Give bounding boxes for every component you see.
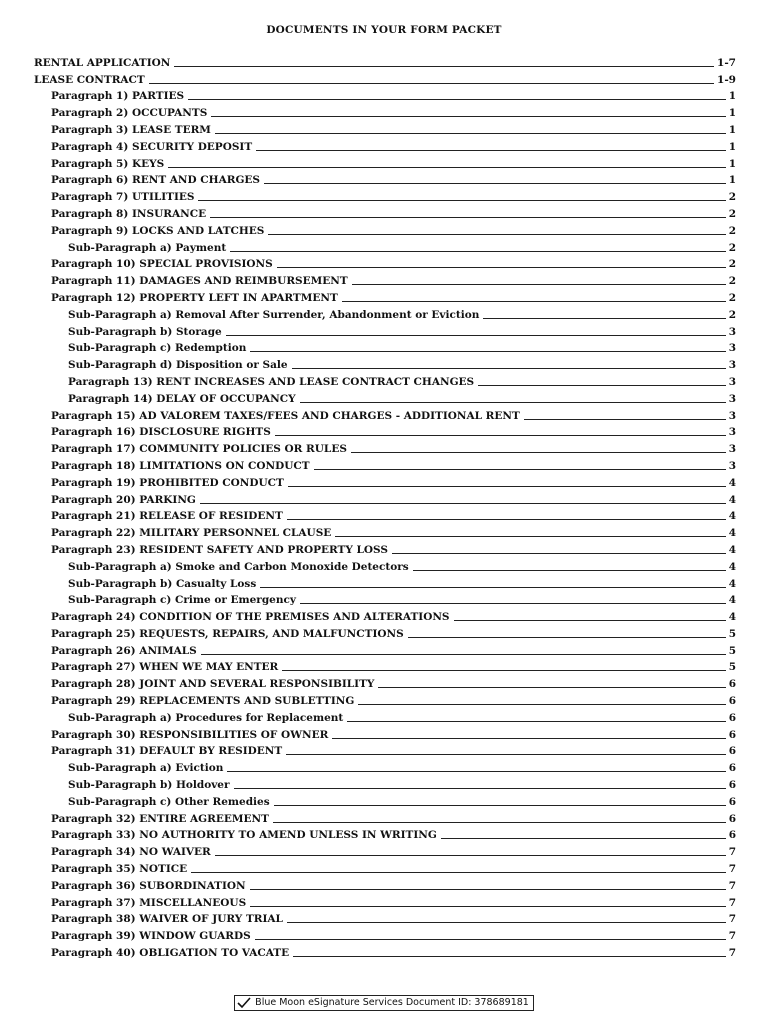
toc-leader-line	[200, 503, 726, 504]
toc-entry	[34, 221, 736, 238]
toc-entry	[34, 557, 736, 574]
toc-entry-label: Paragraph 11) DAMAGES AND REIMBURSEMENT	[51, 275, 348, 288]
toc-entry-label: Sub-Paragraph b) Casualty Loss	[68, 577, 257, 590]
toc-entry	[34, 187, 736, 204]
toc-entry-page: 2	[728, 308, 736, 321]
toc-entry-page: 4	[728, 476, 736, 489]
toc-entry-page: 2	[728, 191, 736, 204]
toc-entry-label: Paragraph 14) DELAY OF OCCUPANCY	[68, 392, 296, 405]
toc-entry-label: Sub-Paragraph c) Other Remedies	[68, 795, 270, 808]
toc-entry	[34, 943, 736, 960]
toc-entry	[34, 742, 736, 759]
esignature-badge	[234, 995, 534, 1011]
toc-entry-page: 2	[728, 275, 736, 288]
toc-entry-page: 3	[728, 325, 736, 338]
toc-entry-page: 1	[728, 90, 736, 103]
toc-entry-label: Paragraph 6) RENT AND CHARGES	[51, 174, 260, 187]
toc-entry-page: 6	[728, 812, 736, 825]
toc-entry	[34, 691, 736, 708]
toc-leader-line	[351, 452, 726, 453]
toc-entry-label: Paragraph 25) REQUESTS, REPAIRS, AND MALFUNCTIONS	[51, 627, 404, 640]
toc-leader-line	[264, 183, 726, 184]
toc-entry-label: Sub-Paragraph c) Redemption	[68, 342, 247, 355]
toc-leader-line	[524, 419, 726, 420]
toc-entry	[34, 171, 736, 188]
toc-leader-line	[286, 754, 726, 755]
toc-leader-line	[188, 99, 726, 100]
table-of-contents	[34, 53, 736, 960]
toc-entry	[34, 507, 736, 524]
toc-entry-label: Paragraph 10) SPECIAL PROVISIONS	[51, 258, 273, 271]
checkmark-icon	[237, 997, 251, 1009]
toc-entry-page: 4	[728, 493, 736, 506]
toc-entry	[34, 876, 736, 893]
toc-entry-page: 6	[728, 728, 736, 741]
toc-entry-label: Paragraph 34) NO WAIVER	[51, 846, 211, 859]
toc-leader-line	[227, 771, 725, 772]
toc-entry	[34, 842, 736, 859]
toc-leader-line	[250, 351, 725, 352]
toc-leader-line	[255, 939, 726, 940]
toc-entry-page: 7	[728, 879, 736, 892]
toc-entry	[34, 809, 736, 826]
toc-entry-page: 7	[728, 913, 736, 926]
toc-leader-line	[342, 301, 726, 302]
toc-entry-page: 1	[728, 107, 736, 120]
toc-leader-line	[392, 553, 726, 554]
toc-entry	[34, 926, 736, 943]
toc-entry-page: 4	[728, 510, 736, 523]
toc-leader-line	[378, 687, 725, 688]
toc-leader-line	[174, 66, 714, 67]
toc-entry	[34, 910, 736, 927]
toc-entry-page: 3	[728, 392, 736, 405]
toc-leader-line	[441, 838, 726, 839]
toc-entry-label: Paragraph 18) LIMITATIONS ON CONDUCT	[51, 459, 310, 472]
toc-entry	[34, 137, 736, 154]
toc-entry	[34, 574, 736, 591]
toc-entry-label: Sub-Paragraph a) Payment	[68, 241, 227, 254]
toc-entry-page: 3	[728, 342, 736, 355]
toc-entry-label: Paragraph 8) INSURANCE	[51, 207, 207, 220]
toc-leader-line	[274, 805, 726, 806]
toc-leader-line	[478, 385, 726, 386]
toc-entry-label: Paragraph 20) PARKING	[51, 493, 196, 506]
toc-entry-page: 3	[728, 359, 736, 372]
toc-leader-line	[226, 335, 726, 336]
toc-entry-page: 2	[728, 207, 736, 220]
toc-entry-label: Paragraph 38) WAIVER OF JURY TRIAL	[51, 913, 283, 926]
toc-leader-line	[215, 133, 726, 134]
toc-entry-label: Sub-Paragraph a) Eviction	[68, 762, 224, 775]
toc-entry-page: 1	[728, 157, 736, 170]
toc-entry-label: Paragraph 40) OBLIGATION TO VACATE	[51, 947, 290, 960]
toc-entry	[34, 540, 736, 557]
toc-leader-line	[198, 200, 725, 201]
toc-entry	[34, 355, 736, 372]
toc-leader-line	[260, 587, 725, 588]
toc-entry-page: 3	[728, 459, 736, 472]
toc-leader-line	[234, 788, 726, 789]
toc-entry-page: 5	[728, 661, 736, 674]
toc-leader-line	[292, 368, 726, 369]
toc-entry-page: 7	[728, 863, 736, 876]
toc-entry-page: 6	[728, 795, 736, 808]
toc-entry	[34, 674, 736, 691]
toc-leader-line	[358, 704, 725, 705]
toc-entry-page: 6	[728, 779, 736, 792]
toc-leader-line	[408, 637, 726, 638]
toc-entry	[34, 271, 736, 288]
toc-entry-label: Paragraph 21) RELEASE OF RESIDENT	[51, 510, 283, 523]
toc-leader-line	[332, 738, 725, 739]
toc-entry-label: RENTAL APPLICATION	[34, 56, 171, 69]
toc-entry-page: 1-7	[717, 56, 736, 69]
toc-entry-label: Paragraph 7) UTILITIES	[51, 191, 195, 204]
toc-entry	[34, 607, 736, 624]
toc-entry-page: 3	[728, 443, 736, 456]
toc-leader-line	[191, 872, 726, 873]
toc-entry-page: 2	[728, 224, 736, 237]
toc-entry	[34, 120, 736, 137]
toc-entry	[34, 490, 736, 507]
toc-entry-page: 1-9	[717, 73, 736, 86]
toc-leader-line	[201, 654, 726, 655]
toc-entry-page: 4	[728, 543, 736, 556]
toc-entry-label: Sub-Paragraph d) Disposition or Sale	[68, 359, 288, 372]
toc-leader-line	[483, 318, 725, 319]
toc-entry-label: LEASE CONTRACT	[34, 73, 145, 86]
toc-entry-label: Paragraph 26) ANIMALS	[51, 644, 197, 657]
toc-entry	[34, 53, 736, 70]
toc-entry-page: 7	[728, 846, 736, 859]
toc-entry-page: 5	[728, 627, 736, 640]
toc-leader-line	[168, 167, 725, 168]
toc-entry-label: Paragraph 13) RENT INCREASES AND LEASE CONTRACT CHANGES	[68, 375, 475, 388]
toc-entry-page: 2	[728, 241, 736, 254]
toc-leader-line	[277, 267, 726, 268]
toc-entry-page: 6	[728, 678, 736, 691]
toc-entry-page: 2	[728, 291, 736, 304]
toc-entry-label: Sub-Paragraph a) Smoke and Carbon Monoxide Detectors	[68, 560, 409, 573]
toc-leader-line	[149, 83, 714, 84]
toc-leader-line	[287, 519, 726, 520]
toc-entry-page: 1	[728, 174, 736, 187]
toc-leader-line	[454, 620, 726, 621]
toc-entry-label: Paragraph 27) WHEN WE MAY ENTER	[51, 661, 279, 674]
toc-entry-label: Paragraph 12) PROPERTY LEFT IN APARTMENT	[51, 291, 338, 304]
toc-entry	[34, 624, 736, 641]
toc-leader-line	[211, 116, 725, 117]
toc-entry-label: Sub-Paragraph a) Procedures for Replacement	[68, 711, 344, 724]
toc-entry	[34, 255, 736, 272]
toc-entry-label: Paragraph 24) CONDITION OF THE PREMISES AND ALTERATIONS	[51, 611, 450, 624]
toc-entry	[34, 339, 736, 356]
toc-leader-line	[273, 822, 726, 823]
toc-entry-page: 7	[728, 930, 736, 943]
toc-entry-page: 1	[728, 123, 736, 136]
toc-entry	[34, 523, 736, 540]
toc-entry-page: 3	[728, 426, 736, 439]
toc-entry	[34, 87, 736, 104]
toc-entry-page: 2	[728, 258, 736, 271]
toc-entry-label: Paragraph 15) AD VALOREM TAXES/FEES AND CHARGES - ADDITIONAL RENT	[51, 409, 520, 422]
toc-entry-page: 4	[728, 611, 736, 624]
toc-entry	[34, 322, 736, 339]
toc-leader-line	[300, 603, 726, 604]
toc-leader-line	[314, 469, 726, 470]
toc-entry-label: Paragraph 29) REPLACEMENTS AND SUBLETTING	[51, 695, 355, 708]
toc-entry-label: Paragraph 28) JOINT AND SEVERAL RESPONSIBILITY	[51, 678, 375, 691]
toc-entry	[34, 859, 736, 876]
toc-entry	[34, 372, 736, 389]
toc-entry-label: Sub-Paragraph a) Removal After Surrender, Abandonment or Eviction	[68, 308, 480, 321]
toc-entry-label: Paragraph 4) SECURITY DEPOSIT	[51, 140, 253, 153]
toc-entry	[34, 288, 736, 305]
toc-entry	[34, 305, 736, 322]
toc-entry-label: Paragraph 35) NOTICE	[51, 863, 188, 876]
toc-leader-line	[413, 570, 726, 571]
toc-leader-line	[335, 536, 725, 537]
toc-entry	[34, 204, 736, 221]
toc-entry	[34, 473, 736, 490]
toc-entry-page: 3	[728, 409, 736, 422]
toc-entry	[34, 725, 736, 742]
toc-entry	[34, 406, 736, 423]
toc-entry	[34, 826, 736, 843]
page-title: DOCUMENTS IN YOUR FORM PACKET	[266, 24, 502, 36]
toc-entry-label: Sub-Paragraph b) Holdover	[68, 779, 230, 792]
toc-entry-page: 6	[728, 762, 736, 775]
toc-entry	[34, 758, 736, 775]
toc-leader-line	[250, 906, 726, 907]
toc-entry-page: 5	[728, 644, 736, 657]
toc-entry-label: Paragraph 22) MILITARY PERSONNEL CLAUSE	[51, 527, 332, 540]
toc-entry-label: Paragraph 2) OCCUPANTS	[51, 107, 208, 120]
toc-leader-line	[256, 150, 726, 151]
toc-entry	[34, 641, 736, 658]
toc-entry-page: 4	[728, 577, 736, 590]
toc-leader-line	[215, 855, 726, 856]
toc-entry	[34, 389, 736, 406]
toc-entry	[34, 708, 736, 725]
toc-entry	[34, 70, 736, 87]
toc-entry-label: Sub-Paragraph c) Crime or Emergency	[68, 594, 296, 607]
toc-entry-page: 6	[728, 711, 736, 724]
toc-entry-label: Paragraph 36) SUBORDINATION	[51, 879, 246, 892]
toc-entry-label: Paragraph 39) WINDOW GUARDS	[51, 930, 251, 943]
toc-entry-label: Paragraph 16) DISCLOSURE RIGHTS	[51, 426, 271, 439]
toc-entry-label: Paragraph 33) NO AUTHORITY TO AMEND UNLESS IN WRITING	[51, 829, 437, 842]
toc-leader-line	[230, 251, 725, 252]
toc-entry-label: Paragraph 1) PARTIES	[51, 90, 185, 103]
toc-entry	[34, 893, 736, 910]
toc-entry-page: 6	[728, 745, 736, 758]
toc-leader-line	[352, 284, 726, 285]
toc-leader-line	[347, 721, 725, 722]
toc-entry-label: Paragraph 23) RESIDENT SAFETY AND PROPERTY LOSS	[51, 543, 388, 556]
toc-entry-label: Paragraph 5) KEYS	[51, 157, 165, 170]
toc-leader-line	[300, 402, 726, 403]
footer	[0, 994, 768, 1013]
toc-entry-label: Paragraph 9) LOCKS AND LATCHES	[51, 224, 265, 237]
toc-entry	[34, 456, 736, 473]
toc-entry	[34, 658, 736, 675]
toc-entry-label: Paragraph 30) RESPONSIBILITIES OF OWNER	[51, 728, 329, 741]
toc-leader-line	[268, 234, 725, 235]
toc-entry	[34, 423, 736, 440]
toc-leader-line	[287, 922, 726, 923]
toc-entry-label: Paragraph 3) LEASE TERM	[51, 123, 211, 136]
toc-entry-page: 4	[728, 527, 736, 540]
toc-entry-label: Paragraph 32) ENTIRE AGREEMENT	[51, 812, 269, 825]
toc-entry	[34, 591, 736, 608]
toc-entry-page: 7	[728, 896, 736, 909]
toc-leader-line	[275, 435, 726, 436]
toc-entry	[34, 792, 736, 809]
toc-entry-label: Paragraph 31) DEFAULT BY RESIDENT	[51, 745, 283, 758]
toc-entry-label: Paragraph 17) COMMUNITY POLICIES OR RULES	[51, 443, 347, 456]
toc-entry-page: 7	[728, 947, 736, 960]
toc-entry	[34, 775, 736, 792]
toc-leader-line	[250, 889, 726, 890]
toc-entry-page: 3	[728, 375, 736, 388]
toc-entry	[34, 154, 736, 171]
toc-entry-page: 4	[728, 594, 736, 607]
toc-entry	[34, 103, 736, 120]
toc-entry-label: Sub-Paragraph b) Storage	[68, 325, 222, 338]
toc-leader-line	[282, 670, 725, 671]
toc-leader-line	[293, 956, 726, 957]
toc-entry-page: 6	[728, 695, 736, 708]
toc-entry-page: 1	[728, 140, 736, 153]
toc-entry-label: Paragraph 37) MISCELLANEOUS	[51, 896, 247, 909]
toc-entry	[34, 439, 736, 456]
toc-entry	[34, 238, 736, 255]
toc-entry-page: 4	[728, 560, 736, 573]
document-id-text: Blue Moon eSignature Services Document ID: 378689181	[255, 997, 529, 1008]
toc-entry-label: Paragraph 19) PROHIBITED CONDUCT	[51, 476, 284, 489]
toc-entry-page: 6	[728, 829, 736, 842]
toc-leader-line	[210, 217, 726, 218]
toc-leader-line	[288, 486, 726, 487]
